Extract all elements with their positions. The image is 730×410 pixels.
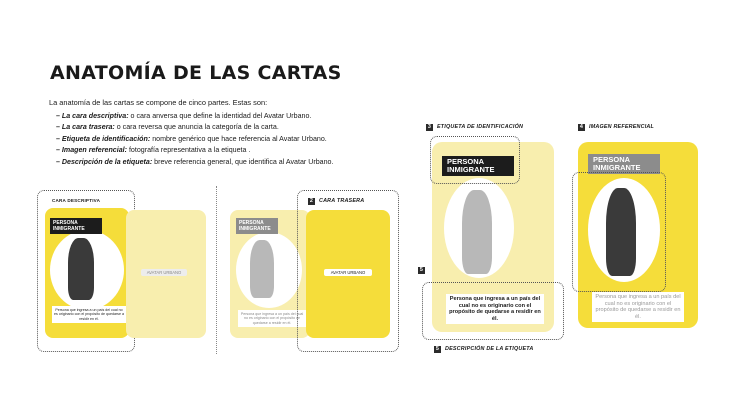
descriptive-card-outline: [37, 190, 135, 352]
part-text: o cara reversa que anuncia la categoría de la carta.: [114, 123, 279, 132]
label-outline: [430, 136, 520, 184]
card-description-light: Persona que ingresa a un país del cual no es originario con el propósito de quedarse a residir en él.: [238, 310, 306, 327]
part-item: [56, 145, 333, 156]
number-badge: 5: [419, 267, 424, 273]
caption-description-text: DESCRIPCIÓN DE LA ETIQUETA: [445, 346, 534, 352]
id-label-line2: INMIGRANTE: [447, 165, 495, 174]
page-title: ANATOMÍA DE LAS CARTAS: [50, 62, 342, 84]
part-item: [56, 111, 333, 122]
part-term: Etiqueta de identificación:: [61, 134, 151, 143]
part-text: breve referencia general, que identifica al Avatar Urbano.: [152, 157, 334, 166]
id-label-line1: PERSONA: [239, 220, 264, 226]
part-term: Descripción de la etiqueta:: [61, 157, 153, 166]
part-item: [56, 122, 333, 133]
part-text: fotografía representativa a la etiqueta .: [126, 146, 251, 155]
caption-descriptive: CARA DESCRIPTIVA: [52, 198, 101, 203]
id-label-large-grey: [588, 154, 660, 174]
caption-back-text: CARA TRASERA: [319, 198, 365, 204]
vertical-divider: [216, 186, 217, 354]
caption-5-top: [418, 267, 429, 274]
intro-text: La anatomía de las cartas se compone de cinco partes. Estas son:: [49, 98, 268, 107]
back-card-outline: [297, 190, 399, 352]
id-label-line2: INMIGRANTE: [53, 226, 85, 232]
id-label-line1: PERSONA: [53, 220, 78, 226]
part-term: Imagen referencial:: [61, 146, 127, 155]
part-text: o cara anversa que define la identidad del Avatar Urbano.: [128, 112, 312, 120]
id-label-line1: PERSONA: [593, 155, 631, 164]
caption-back: [308, 198, 364, 205]
id-label-line2: INMIGRANTE: [239, 226, 271, 232]
card-description-large: Persona que ingresa a un país del cual no es originario con el propósito de quedarse a residir en él.: [446, 294, 544, 324]
number-badge: 3: [427, 124, 432, 130]
caption-description: [434, 346, 533, 353]
parts-list: [56, 111, 333, 168]
caption-label: [426, 124, 523, 131]
part-term: La cara trasera:: [61, 123, 115, 132]
part-text: nombre genérico que hace referencia al Avatar Urbano.: [150, 134, 327, 143]
number-badge: 2: [309, 198, 314, 204]
back-label-pill: AVATAR URBANO: [324, 269, 372, 276]
card-description: Persona que ingresa a un país del cual no es originario con el propósito de quedarse a residir en él.: [52, 306, 126, 323]
card-description-pale: Persona que ingresa a un país del cual no es originario con el propósito de quedarse a residir en él.: [592, 292, 684, 322]
person-figure-light: [250, 240, 274, 298]
caption-image-text: IMAGEN REFERENCIAL: [589, 124, 654, 130]
person-figure-3: [462, 190, 492, 274]
description-outline: [422, 282, 564, 340]
id-label-line1: PERSONA: [447, 157, 485, 166]
number-badge: 4: [579, 124, 584, 130]
number-badge: 5: [435, 346, 440, 352]
caption-label-text: ETIQUETA DE IDENTIFICACIÓN: [437, 124, 524, 130]
part-item: [56, 157, 333, 168]
id-label-line2: INMIGRANTE: [593, 163, 641, 172]
caption-image: [578, 124, 654, 131]
image-outline: [572, 172, 666, 292]
back-label-pill: AVATAR URBANO: [141, 269, 187, 276]
part-item: [56, 134, 333, 145]
id-label-light: [236, 218, 278, 234]
part-term: La cara descriptiva:: [61, 112, 129, 120]
